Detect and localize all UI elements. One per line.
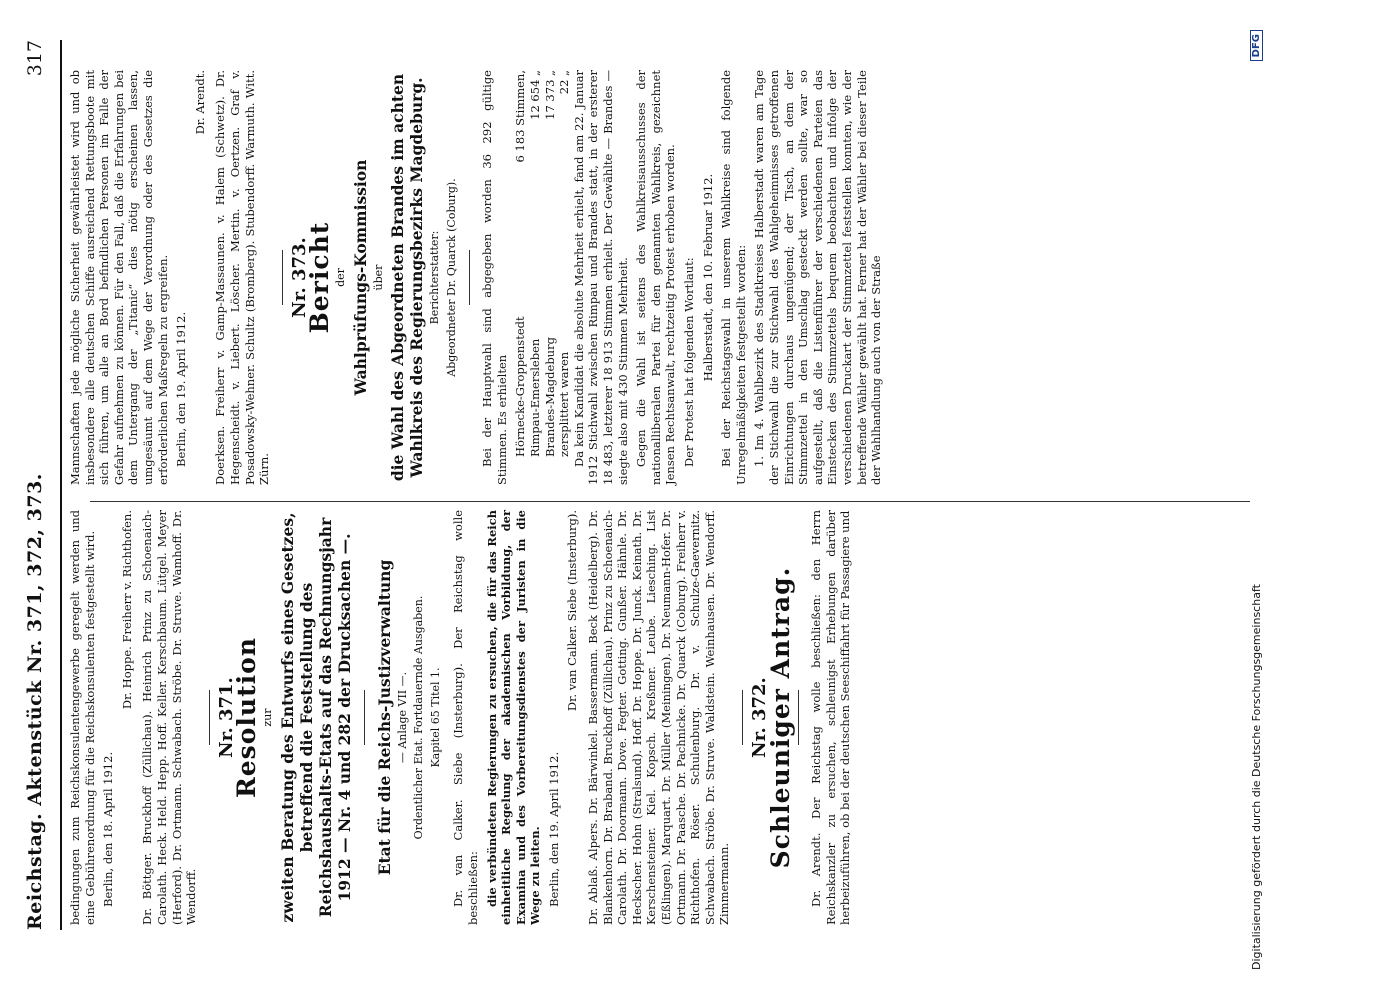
signatory-list: Dr. Böttger. Bruckhoff (Züllichau). Heinrich Prinz zu Schoenaich-Carolath. Heck. Held. Hepp. Hoff. Keller. Kerschbaum. Lütgel. Meyer (Herford). Dr. Ortmann. Schwabach. Ströbe. Dr. Struve. Wamhoff. Dr. Wendorff. (140, 510, 199, 925)
vote-row (528, 70, 543, 485)
signatory-list: Dr. Ablaß. Alpers. Dr. Bärwinkel. Bassermann. Beck (Heidelberg). Dr. Blankenhorn. Dr. Braband. Bruckhoff (Züllichau). Prinz zu Schoenaich-Carolath. Dr. Doormann. Dove. Fegter. Gotting. Gunßer. Hähnle. Dr. Heckscher. Hohn (Stralsund). Hoff. Dr. Hoppe. Dr. Junck. Keinath. Dr. Kerschensteiner. Kiel. Kopsch. Kreßmer. Leube. Liesching. List (Eßlingen). Marquart. Dr. Müller (Meiningen). Dr. Neumann-Hofer. Dr. Ortmann. Dr. Paasche. Dr. Pachnicke. Dr. Quarck (Coburg). Freiherr v. Richthofen. Röser. Schulenburg. Dr. v. Schulze-Gaevernitz. Schwabach. Ströbe. Dr. Struve. Waldstein. Weinhausen. Dr. Wendorff. Zimmermann. (586, 510, 732, 925)
separator (282, 250, 283, 305)
paragraph: Mannschaften jede mögliche Sicherheit gewährleistet wird und ob insbesondere alle deutschen Schiffe ausreichend Rettungsboote mit sich führen, um alle an Bord befindlichen Personen im Falle der Gefahr aufnehmen zu können. Für den Fall, daß die Erfahrungen bei dem Untergang der „Titanic“ dies nötig erscheinen lassen, umgesäumt auf dem Wege der Verordnung oder des Gesetzes die erforderlichen Maßregeln zu ergreifen. (68, 70, 170, 485)
paragraph: Dr. van Calker. Siebe (Insterburg). Der Reichstag wolle beschließen: (451, 510, 480, 925)
page-number: 317 (24, 40, 46, 77)
vote-count: 12 654 „ (528, 70, 543, 120)
doc-subject: zweiten Beratung des Entwurfs eines Gesetzes, betreffend die Feststellung des Reichshaushalts-Etats auf das Rechnungsjahr 1912 — Nr. 4 und 282 der Drucksachen —. (277, 512, 354, 923)
separator (364, 690, 365, 745)
digitization-note (1250, 30, 1263, 970)
vote-count: 22 „ (557, 70, 572, 95)
separator (209, 690, 210, 745)
paragraph: die verbündeten Regierungen zu ersuchen, die für das Reich einheitliche Regelung der akademischen Vorbildung, der Examina und des Vorbereitungsdienstes der Juristen in die Wege zu leiten. (484, 510, 543, 925)
signatory-list: Doerksen. Freiherr v. Gamp-Massaunen. v. Halem (Schwetz). Dr. Hegenscheidt. v. Liebert. Löscher. Mertin. v. Oertzen. Graf v. Posadowsky-Wehner. Schultz (Bromberg). Stubendorff. Warmuth. Witt. Zürn. (213, 70, 272, 485)
signature: Dr. Hoppe. Freiherr v. Richthofen. (119, 510, 134, 710)
right-column (68, 70, 888, 485)
etat-chapter: Kapitel 65 Titel 1. (428, 667, 442, 768)
separator (742, 690, 743, 745)
date-line: Berlin, den 19. April 1912. (546, 751, 561, 907)
signature: Dr. Arendt. (192, 70, 207, 135)
doc-subheading: zur (260, 708, 274, 727)
document-number: Nr. 371. (215, 677, 237, 758)
paragraph: Dr. Arendt. Der Reichstag wolle beschließen: den Herrn Reichskanzler zu ersuchen, schleunigst Erhebungen darüber herbeizuführen, ob bei der deutschen Seeschiffahrt für Passagiere und (809, 510, 853, 925)
header-title: Reichstag. Aktenstück Nr. 371, 372, 373. (24, 473, 46, 930)
doc-heading: Schleuniger Antrag. (765, 566, 795, 869)
paragraph: Bei der Hauptwahl sind abgegeben worden 36 292 gültige Stimmen. Es erhielten (480, 70, 509, 485)
paragraph: bedingungen zum Reichskonsulentengewerbe geregelt werden und eine Gebührenordnung für die Reichskonsulenten festgestellt wird. (68, 510, 97, 925)
left-column (68, 510, 857, 925)
etat-annex: — Anlage VII —. (395, 671, 409, 764)
vote-candidate: Brandes-Magdeburg (542, 337, 557, 457)
doc-heading: Bericht (305, 221, 335, 334)
vote-count: 17 373 „ (542, 70, 557, 120)
page-header (20, 40, 60, 930)
vote-candidate: Hörnecke-Groppenstedt (513, 316, 528, 457)
date-line: Halberstadt, den 10. Februar 1912. (700, 173, 715, 382)
paragraph: Bei der Reichstagswahl in unserem Wahlkreise sind folgende Unregelmäßigkeiten festgestellt worden: (719, 70, 748, 485)
date-line: Berlin, den 18. April 1912. (101, 751, 116, 907)
header-rule (60, 40, 62, 930)
document-number: Nr. 373. (288, 237, 310, 318)
paragraph: 1. Im 4. Wahlbezirk des Stadtkreises Halberstadt waren am Tage der Stichwahl die zur Stichwahl des Wahlgeheimnisses getroffenen Einrichtungen durchaus ungenügend; der Tisch, an dem der Stimmzettel in den Umschlag gesteckt werden sollte, war so aufgestellt, daß die Listenführer der verschiedenen Parteien das Einstecken des Stimmzettels bequem beobachten und infolge der verschiedenen Druckart der Stimmzettel feststellen konnten, wie der betreffende Wähler gewählt hat. Ferner hat der Wähler bei dieser Teile der Wahlhandlung auch von der Straße (752, 70, 884, 485)
vote-count: 6 183 Stimmen, (513, 70, 528, 163)
rapporteur-label: Berichterstatter: (428, 230, 442, 325)
doc-heading: Resolution (232, 637, 262, 799)
vote-row (513, 70, 528, 485)
column-divider (90, 501, 1250, 502)
document-number: Nr. 372. (749, 677, 770, 758)
paragraph: Der Protest hat folgenden Wortlaut: (682, 257, 696, 467)
date-line: Berlin, den 19. April 1912. (174, 311, 189, 467)
doc-subject: die Wahl des Abgeordneten Brandes im achten Wahlkreis des Regierungsbezirks Magdeburg. (388, 73, 427, 482)
doc-subheading: über (371, 264, 385, 291)
paragraph: Gegen die Wahl ist seitens des Wahlkreisausschusses der nationalliberalen Partei für den genannten Wahlkreis, gezeichnet Jensen Rechtsanwalt, rechtzeitig Protest erhoben worden. (634, 70, 678, 485)
dfg-logo: DFG (1250, 30, 1263, 61)
vote-row (557, 70, 572, 485)
vote-candidate: Rimpau-Emersleben (528, 338, 543, 457)
etat-title: Etat für die Reichs-Justizverwaltung (374, 559, 394, 876)
commission-title: Wahlprüfungs-Kommission (350, 159, 370, 396)
separator (469, 250, 470, 305)
vote-candidate: zersplittert waren (557, 351, 572, 457)
vote-table (513, 70, 571, 485)
separator (798, 690, 799, 745)
paragraph: Da kein Kandidat die absolute Mehrheit erhielt, fand am 22. Januar 1912 Stichwahl zwischen Rimpau und Brandes statt, in der ersterer 18 483, letzterer 18 913 Stimmen erhielt. Der Gewählte — Brandes — siegte also mit 430 Stimmen Mehrheit. (571, 70, 630, 485)
etat-section: Ordentlicher Etat. Fortdauernde Ausgaben. (412, 595, 426, 840)
signature: Dr. van Calker. Siebe (Insterburg). (565, 510, 580, 712)
funding-text: Digitalisierung gefördert durch die Deutsche Forschungsgemeinschaft (1250, 584, 1263, 970)
vote-row (543, 70, 558, 485)
doc-subheading: der (333, 268, 347, 287)
rapporteur-name: Abgeordneter Dr. Quarck (Coburg). (444, 178, 458, 377)
